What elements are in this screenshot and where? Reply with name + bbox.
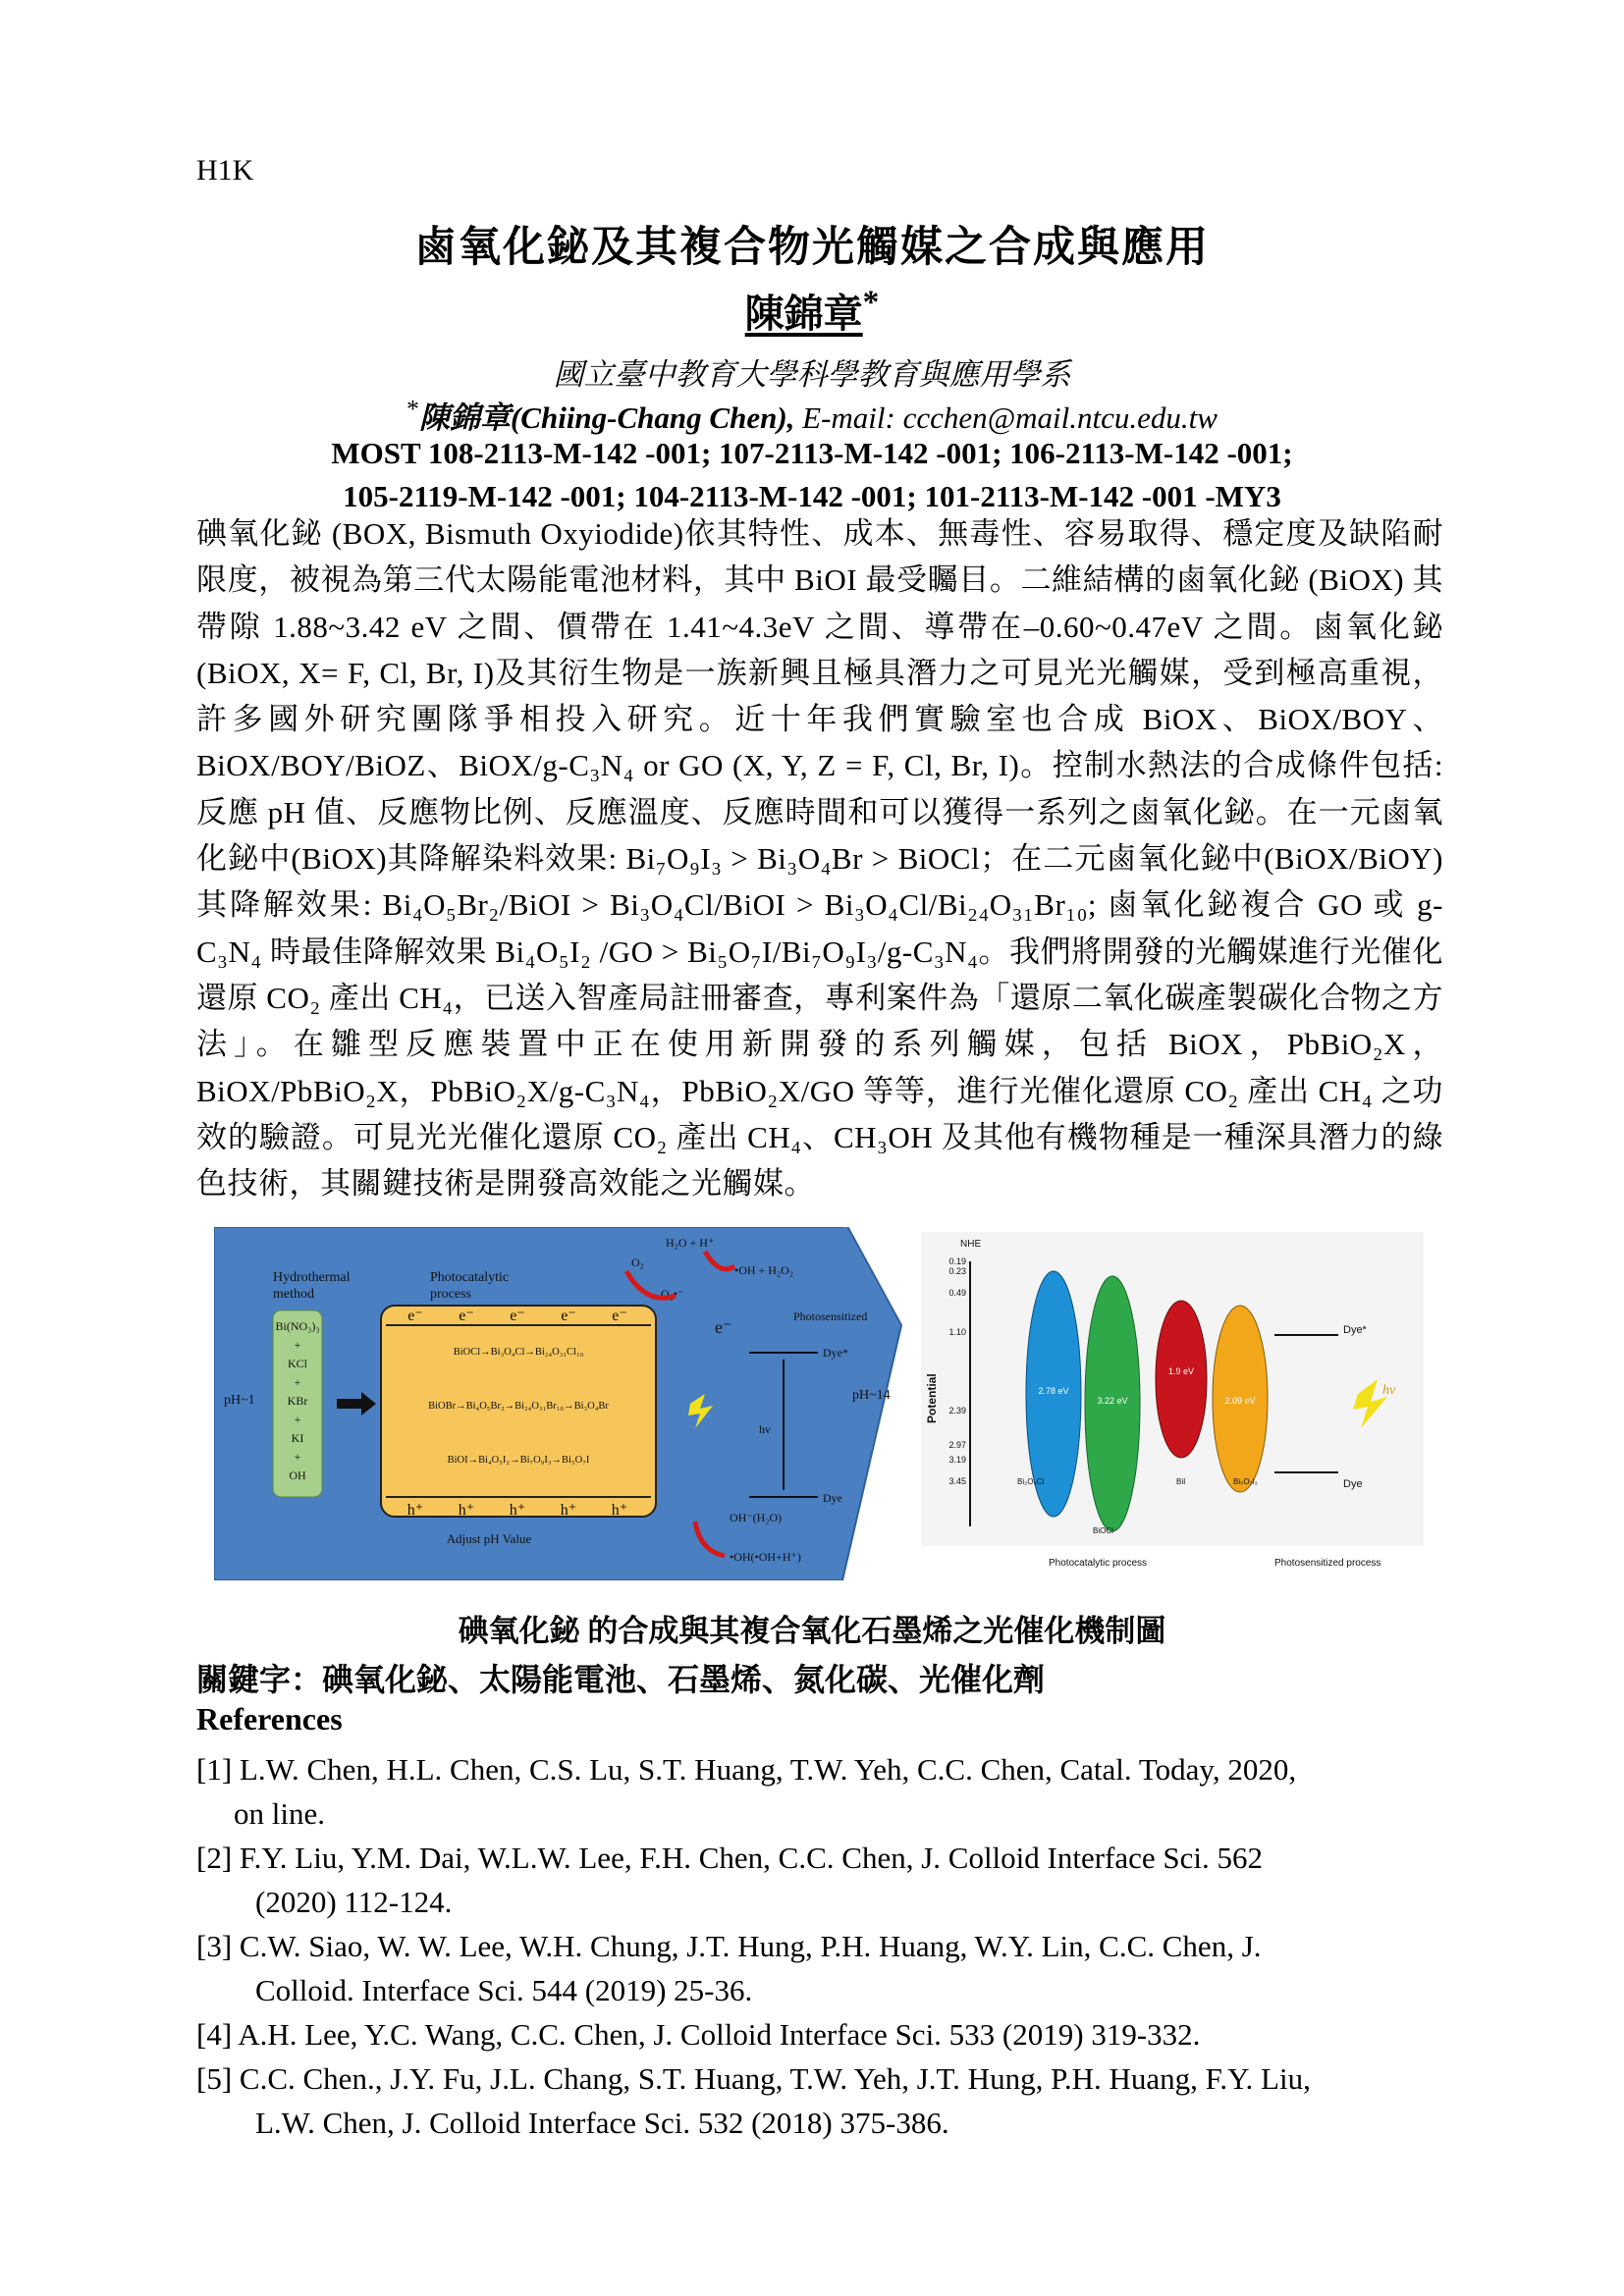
band-gap-label: 2.09 eV [1224, 1396, 1256, 1406]
ph-left-label: pH~1 [224, 1393, 255, 1408]
catalyst-label: BiOCl [1093, 1526, 1113, 1535]
photosensitized-process-label: Photosensitized process [1274, 1558, 1381, 1569]
hole-symbol: h⁺ [560, 1502, 577, 1519]
contact-line [0, 393, 1624, 437]
reference-text: C.C. Chen., J.Y. Fu, J.L. Chang, S.T. Huang, T.W. Yeh, J.T. Hung, P.H. Huang, F.Y. Liu, [239, 2061, 1311, 2096]
catalyst-label: Bi₅O₇I₃ [1233, 1477, 1258, 1486]
sequence-iodide: BiOI→Bi₄O₅I₂→Bi₇O₉I₃→Bi₅O₇I [447, 1455, 590, 1466]
potential-tick: 2.39 [948, 1406, 966, 1415]
paper-title: 鹵氧化鉍及其複合物光觸媒之合成與應用 [414, 223, 1210, 272]
method-label: method [273, 1287, 314, 1302]
precursor-item: + [294, 1338, 301, 1352]
hole-symbol: h⁺ [458, 1502, 475, 1519]
potential-tick: 0.19 [948, 1256, 966, 1266]
hv-label: hv [759, 1422, 771, 1436]
reference-item [196, 1836, 1443, 1924]
document-code: H1K [196, 154, 254, 187]
hole-symbol: h⁺ [509, 1502, 526, 1519]
reference-text: C.W. Siao, W. W. Lee, W.H. Chung, J.T. Hung, P.H. Huang, W.Y. Lin, C.C. Chen, J. [239, 1929, 1262, 1963]
reference-number: [4] [196, 2017, 233, 2052]
reference-number: [2] [196, 1841, 233, 1875]
contact-email: E-mail: ccchen@mail.ntcu.edu.tw [802, 400, 1218, 435]
band-diagram-panel [921, 1232, 1424, 1569]
hole-symbol: h⁺ [611, 1502, 628, 1519]
grant-line-1: MOST 108-2113-M-142 -001; 107-2113-M-142 -001; 106-2113-M-142 -001; [331, 436, 1293, 470]
author-name: 陳錦章 [744, 292, 863, 336]
hydroxide-label: OH⁻(H₂O) [730, 1511, 783, 1524]
abstract-paragraph: 碘氧化鉍 (BOX, Bismuth Oxyiodide)依其特性、成本、無毒性、容易取得、穩定度及缺陷耐限度，被視為第三代太陽能電池材料，其中 BiOI 最受矚目。二維結構的鹵氧化鉍 (BiOX) 其帶隙 1.88~3.42 eV 之間、價帶在 1.41~4.3eV 之間、導帶在–0.60~0.47eV 之間。鹵氧化鉍(BiOX, X= F, Cl, Br, I)及其衍生物是一族新興且極具潛力之可見光光觸媒，受到極高重視，許多國外研究團隊爭相投入研究。近十年我們實驗室也合成 BiOX、BiOX/BOY、BiOX/BOY/BiOZ、BiOX/g-C₃N₄ or GO (X, Y, Z = F, Cl, Br, I)。控制水熱法的合成條件包括:反應 pH 值、反應物比例、反應溫度、反應時間和可以獲得一系列之鹵氧化鉍。在一元鹵氧化鉍中(BiOX)其降解染料效果: Bi₇O₉I₃ > Bi₃O₄Br > BiOCl；在二元鹵氧化鉍中(BiOX/BiOY)其降解效果: Bi₄O₅Br₂/BiOI > Bi₃O₄Cl/BiOI > Bi₃O₄Cl/Bi₂₄O₃₁Br₁₀; 鹵氧化鉍複合 GO 或 g-C₃N₄ 時最佳降解效果 Bi₄O₅I₂ /GO > Bi₅O₇I/Bi₇O₉I₃/g-C₃N₄。我們將開發的光觸媒進行光催化還原 CO₂ 產出 CH₄，已送入智產局註冊審查，專利案件為「還原二氧化碳產製碳化合物之方法」。在雛型反應裝置中正在使用新開發的系列觸媒，包括 BiOX，PbBiO₂X，BiOX/PbBiO₂X，PbBiO₂X/g-C₃N₄，PbBiO₂X/GO 等等，進行光催化還原 CO₂ 產出 CH₄ 之功效的驗證。可見光光催化還原 CO₂ 產出 CH₄、CH₃OH 及其他有機物種是一種深具潛力的綠色技術，其關鍵技術是開發高效能之光觸媒。 [196, 516, 1443, 1201]
reference-item [196, 1924, 1443, 2012]
electron-transfer: e⁻ [715, 1317, 732, 1337]
reference-text-cont: L.W. Chen, J. Colloid Interface Sci. 532 (2018) 375-386. [255, 2106, 949, 2140]
precursor-item: KCl [287, 1357, 308, 1370]
author-line [0, 283, 1624, 339]
reference-number: [1] [196, 1752, 233, 1787]
reference-item [196, 2012, 1443, 2056]
catalyst-label: Bi₂O₃Cl [1017, 1477, 1045, 1486]
reference-text: F.Y. Liu, Y.M. Dai, W.L.W. Lee, F.H. Chen, C.C. Chen, J. Colloid Interface Sci. 562 [239, 1841, 1264, 1875]
dye-excited-right: Dye* [1343, 1324, 1367, 1336]
potential-tick: 3.45 [948, 1476, 966, 1486]
potential-tick: 0.49 [948, 1288, 966, 1298]
catalyst-label: BiI [1176, 1477, 1186, 1486]
band-gap-label: 1.9 eV [1167, 1366, 1195, 1376]
references-heading: References [196, 1701, 343, 1736]
potential-label: Potential [925, 1373, 939, 1423]
potential-tick: 3.19 [948, 1455, 966, 1465]
reference-text-cont: Colloid. Interface Sci. 544 (2019) 25-36. [255, 1973, 753, 2007]
reference-text: L.W. Chen, H.L. Chen, C.S. Lu, S.T. Huang, T.W. Yeh, C.C. Chen, Catal. Today, 2020, [239, 1752, 1297, 1787]
potential-tick: 0.23 [948, 1266, 966, 1276]
author-mark: * [862, 284, 880, 321]
precursor-item: OH [289, 1468, 306, 1482]
band-gap-label: 3.22 eV [1097, 1396, 1128, 1406]
dye-ground-right: Dye [1343, 1478, 1363, 1490]
photosensitized-label: Photosensitized [793, 1309, 868, 1323]
hydroxyl-label: •OH + H₂O₂ [734, 1263, 793, 1277]
hydroxyl-radical-label: •OH(•OH+H⁺) [730, 1550, 801, 1564]
electron-symbol: e⁻ [612, 1308, 627, 1324]
potential-tick: 1.10 [948, 1327, 966, 1337]
reference-item [196, 1747, 1443, 1836]
photocatalytic-label: Photocatalytic [430, 1270, 510, 1285]
electron-symbol: e⁻ [561, 1308, 576, 1324]
reference-text-cont: (2020) 112-124. [255, 1885, 453, 1919]
contact-name: 陳錦章(Chiing-Chang Chen), [418, 400, 795, 435]
electron-symbol: e⁻ [459, 1308, 474, 1324]
photocatalytic-process-label: Photocatalytic process [1049, 1558, 1148, 1569]
precursor-item: KI [291, 1431, 304, 1445]
sequence-bromide: BiOBr→Bi₄O₅Br₂→Bi₂₄O₃₁Br₁₀→Bi₃O₄Br [428, 1401, 609, 1412]
figure-caption: 碘氧化鉍 的合成與其複合氧化石墨烯之光催化機制圖 [458, 1614, 1166, 1648]
nhe-label: NHE [960, 1239, 982, 1250]
potential-tick: 2.97 [948, 1440, 966, 1450]
precursor-item: + [294, 1375, 301, 1389]
reference-text-cont: on line. [234, 1796, 325, 1831]
water-label: H₂O + H⁺ [666, 1236, 715, 1250]
adjust-ph-label: Adjust pH Value [446, 1531, 532, 1546]
precursor-item: KBr [287, 1394, 308, 1408]
oxygen-label: O₂ [631, 1255, 644, 1269]
reference-text: A.H. Lee, Y.C. Wang, C.C. Chen, J. Colloid Interface Sci. 533 (2019) 319-332. [238, 2017, 1201, 2052]
mechanism-figure [214, 1227, 1429, 1580]
superoxide-label: O₂•⁻ [661, 1287, 684, 1301]
grant-line-2: 105-2119-M-142 -001; 104-2113-M-142 -001; 101-2113-M-142 -001 -MY3 [343, 479, 1281, 513]
precursor-item: + [294, 1413, 301, 1426]
reference-number: [3] [196, 1929, 233, 1963]
precursor-item: Bi(NO₃)₃ [275, 1319, 320, 1333]
hv-right-label: hv [1382, 1383, 1396, 1398]
band-red [1156, 1301, 1207, 1458]
band-gap-label: 2.78 eV [1038, 1386, 1069, 1396]
hydrothermal-label: Hydrothermal [273, 1270, 351, 1285]
process-label: process [430, 1287, 471, 1302]
hole-symbol: h⁺ [406, 1502, 424, 1519]
reference-number: [5] [196, 2061, 233, 2096]
ph-right-label: pH~14 [852, 1388, 891, 1403]
sequence-chloride: BiOCl→Bi₃O₄Cl→Bi₂₄O₃₁Cl₁₀ [453, 1347, 584, 1358]
contact-mark: * [406, 394, 419, 423]
dye-excited-label: Dye* [823, 1346, 848, 1360]
affiliation: 國立臺中教育大學科學教育與應用學系 [553, 357, 1071, 392]
electron-symbol: e⁻ [510, 1308, 525, 1324]
keywords: 關鍵字：碘氧化鉍、太陽能電池、石墨烯、氮化碳、光催化劑 [196, 1662, 1046, 1697]
electron-symbol: e⁻ [407, 1308, 423, 1324]
dye-ground-label: Dye [823, 1491, 842, 1505]
precursor-item: + [294, 1450, 301, 1464]
reference-item [196, 2056, 1443, 2145]
synthesis-panel [214, 1227, 901, 1580]
